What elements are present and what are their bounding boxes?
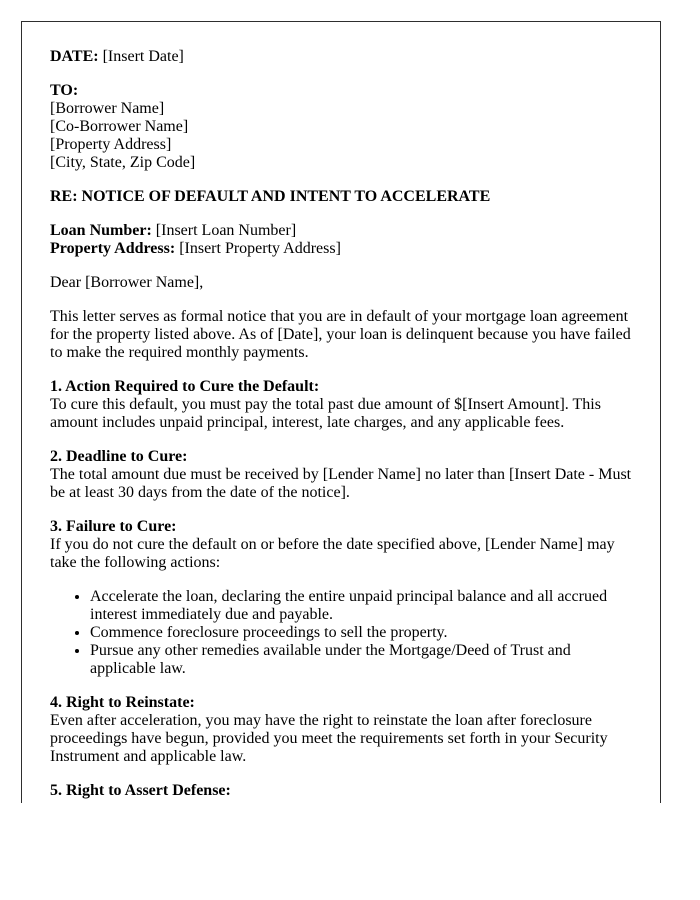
recipient-borrower: [Borrower Name] xyxy=(50,100,165,117)
section-action-required-heading: 1. Action Required to Cure the Default: xyxy=(50,378,320,395)
list-item-accelerate-loan: • Accelerate the loan, declaring the entire unpaid principal balance and all accrued interest immediately due and payable. xyxy=(90,588,633,624)
section-action-required xyxy=(50,378,633,432)
recipient-co-borrower: [Co-Borrower Name] xyxy=(50,118,189,135)
section-right-to-reinstate-heading: 4. Right to Reinstate: xyxy=(50,694,195,711)
loan-number-label: Loan Number: xyxy=(50,222,152,239)
section-failure-to-cure xyxy=(50,518,633,572)
section-failure-to-cure-body: If you do not cure the default on or before the date specified above, [Lender Name] may take the following actions: xyxy=(50,536,615,571)
recipient-property-address: [Property Address] xyxy=(50,136,172,153)
section-deadline xyxy=(50,448,633,502)
list-item-commence-foreclosure: • Commence foreclosure proceedings to sell the property. xyxy=(90,624,633,642)
list-item-pursue-remedies: • Pursue any other remedies available under the Mortgage/Deed of Trust and applicable law. xyxy=(90,642,633,678)
subject-text: RE: NOTICE OF DEFAULT AND INTENT TO ACCELERATE xyxy=(50,188,491,205)
property-address-value: [Insert Property Address] xyxy=(179,240,341,257)
section-right-to-assert-defense-heading: 5. Right to Assert Defense: xyxy=(50,782,231,799)
loan-info-block xyxy=(50,222,633,258)
intro-paragraph: This letter serves as formal notice that you are in default of your mortgage loan agreement for the property listed above. As of [Date], your loan is delinquent because you have failed to make the required monthly payments. xyxy=(50,308,631,361)
date-line xyxy=(50,48,633,66)
date-value: [Insert Date] xyxy=(102,48,184,65)
salutation: Dear [Borrower Name], xyxy=(50,274,204,291)
recipient-block xyxy=(50,82,633,172)
section-deadline-heading: 2. Deadline to Cure: xyxy=(50,448,188,465)
failure-actions-list xyxy=(50,588,633,678)
to-label: TO: xyxy=(50,82,79,99)
recipient-city-state-zip: [City, State, Zip Code] xyxy=(50,154,196,171)
subject-line xyxy=(50,188,633,206)
loan-number-value: [Insert Loan Number] xyxy=(155,222,297,239)
section-deadline-body: The total amount due must be received by [Lender Name] no later than [Insert Date - Must be at least 30 days from the date of the notice]. xyxy=(50,466,632,501)
section-failure-to-cure-heading: 3. Failure to Cure: xyxy=(50,518,177,535)
section-right-to-reinstate xyxy=(50,694,633,766)
section-action-required-body: To cure this default, you must pay the total past due amount of $[Insert Amount]. This amount includes unpaid principal, interest, late charges, and any applicable fees. xyxy=(50,396,601,431)
letter-document xyxy=(21,21,661,803)
property-address-label: Property Address: xyxy=(50,240,176,257)
date-label: DATE: xyxy=(50,48,99,65)
section-right-to-reinstate-body: Even after acceleration, you may have the right to reinstate the loan after foreclosure proceedings have begun, provided you meet the requirements set forth in your Security Instrument and applicable law. xyxy=(50,712,608,765)
section-right-to-assert-defense xyxy=(50,782,633,800)
